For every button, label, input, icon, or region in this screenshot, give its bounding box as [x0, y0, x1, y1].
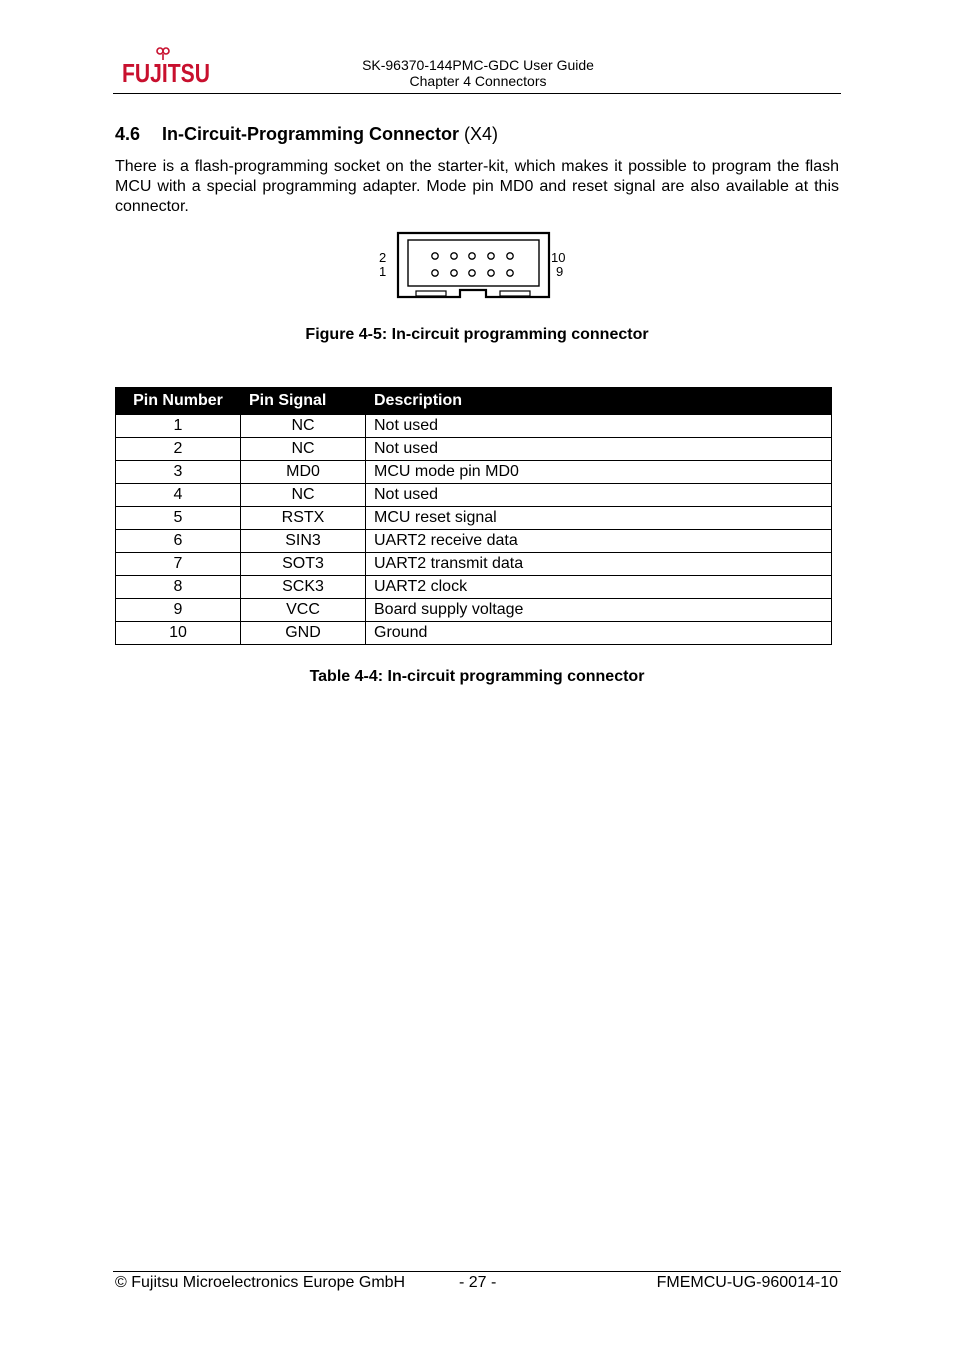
logo-text: FUJITSU: [122, 58, 210, 88]
connector-diagram: [376, 230, 572, 300]
table-row: [116, 530, 832, 553]
pin-description: UART2 receive data: [366, 530, 832, 553]
header-description: Description: [366, 388, 832, 415]
pin-description: Not used: [366, 415, 832, 438]
pin-number: 3: [116, 461, 241, 484]
header-rule: [113, 93, 841, 94]
pin-grid: [432, 253, 513, 276]
header-pin-number: Pin Number: [116, 388, 241, 415]
pin-number: 7: [116, 553, 241, 576]
figure-caption: Figure 4-5: In-circuit programming connector: [305, 326, 649, 343]
table-row: [116, 507, 832, 530]
table-row: [116, 622, 832, 645]
pin-number: 9: [116, 599, 241, 622]
pin-number: 5: [116, 507, 241, 530]
table-row: [116, 576, 832, 599]
chapter-title: Chapter 4 Connectors: [409, 73, 547, 89]
pin-signal: SCK3: [241, 576, 366, 599]
pin-description: MCU reset signal: [366, 507, 832, 530]
pin-number: 6: [116, 530, 241, 553]
footer-rule: [113, 1271, 841, 1272]
table-row: [116, 599, 832, 622]
pin-description: UART2 transmit data: [366, 553, 832, 576]
table-row: [116, 461, 832, 484]
pin-label-9: 9: [556, 264, 564, 279]
pin-description: Not used: [366, 438, 832, 461]
pin-signal: SOT3: [241, 553, 366, 576]
fujitsu-logo: [120, 44, 212, 92]
section-title: In-Circuit-Programming Connector: [162, 124, 460, 144]
pin-label-1: 1: [379, 264, 387, 279]
pin-signal: RSTX: [241, 507, 366, 530]
pin-signal: MD0: [241, 461, 366, 484]
section-suffix: (X4): [464, 124, 499, 144]
pin-signal: SIN3: [241, 530, 366, 553]
section-heading: [115, 124, 498, 145]
running-header: [300, 57, 656, 89]
pin-label-2: 2: [379, 250, 387, 265]
table-row: [116, 484, 832, 507]
pin-number: 10: [116, 622, 241, 645]
pin-description: Board supply voltage: [366, 599, 832, 622]
pin-number: 8: [116, 576, 241, 599]
pin-label-10: 10: [551, 250, 566, 265]
pin-signal: NC: [241, 415, 366, 438]
table-row: [116, 438, 832, 461]
intro-paragraph: There is a flash-programming socket on the starter-kit, which makes it possible to program the flash MCU with a special programming adapter. Mode pin MD0 and reset signal are also available at this connector.: [115, 158, 839, 215]
pin-table: [115, 387, 832, 645]
pin-number: 4: [116, 484, 241, 507]
document-id: FMEMCU-UG-960014-10: [656, 1274, 838, 1291]
section-number: 4.6: [115, 124, 141, 144]
pin-description: MCU mode pin MD0: [366, 461, 832, 484]
pin-description: UART2 clock: [366, 576, 832, 599]
pin-signal: NC: [241, 438, 366, 461]
pin-description: Ground: [366, 622, 832, 645]
table-row: [116, 415, 832, 438]
page-number: - 27 -: [459, 1274, 497, 1291]
pin-number: 2: [116, 438, 241, 461]
pin-number: 1: [116, 415, 241, 438]
pin-signal: NC: [241, 484, 366, 507]
header-pin-signal: Pin Signal: [241, 388, 366, 415]
table-row: [116, 553, 832, 576]
pin-signal: VCC: [241, 599, 366, 622]
table-caption: Table 4-4: In-circuit programming connector: [309, 668, 645, 685]
pin-signal: GND: [241, 622, 366, 645]
footer-copyright: © Fujitsu Microelectronics Europe GmbH: [115, 1274, 406, 1291]
pin-description: Not used: [366, 484, 832, 507]
document-title: SK-96370-144PMC-GDC User Guide: [362, 57, 594, 73]
table-header-row: [116, 388, 832, 415]
